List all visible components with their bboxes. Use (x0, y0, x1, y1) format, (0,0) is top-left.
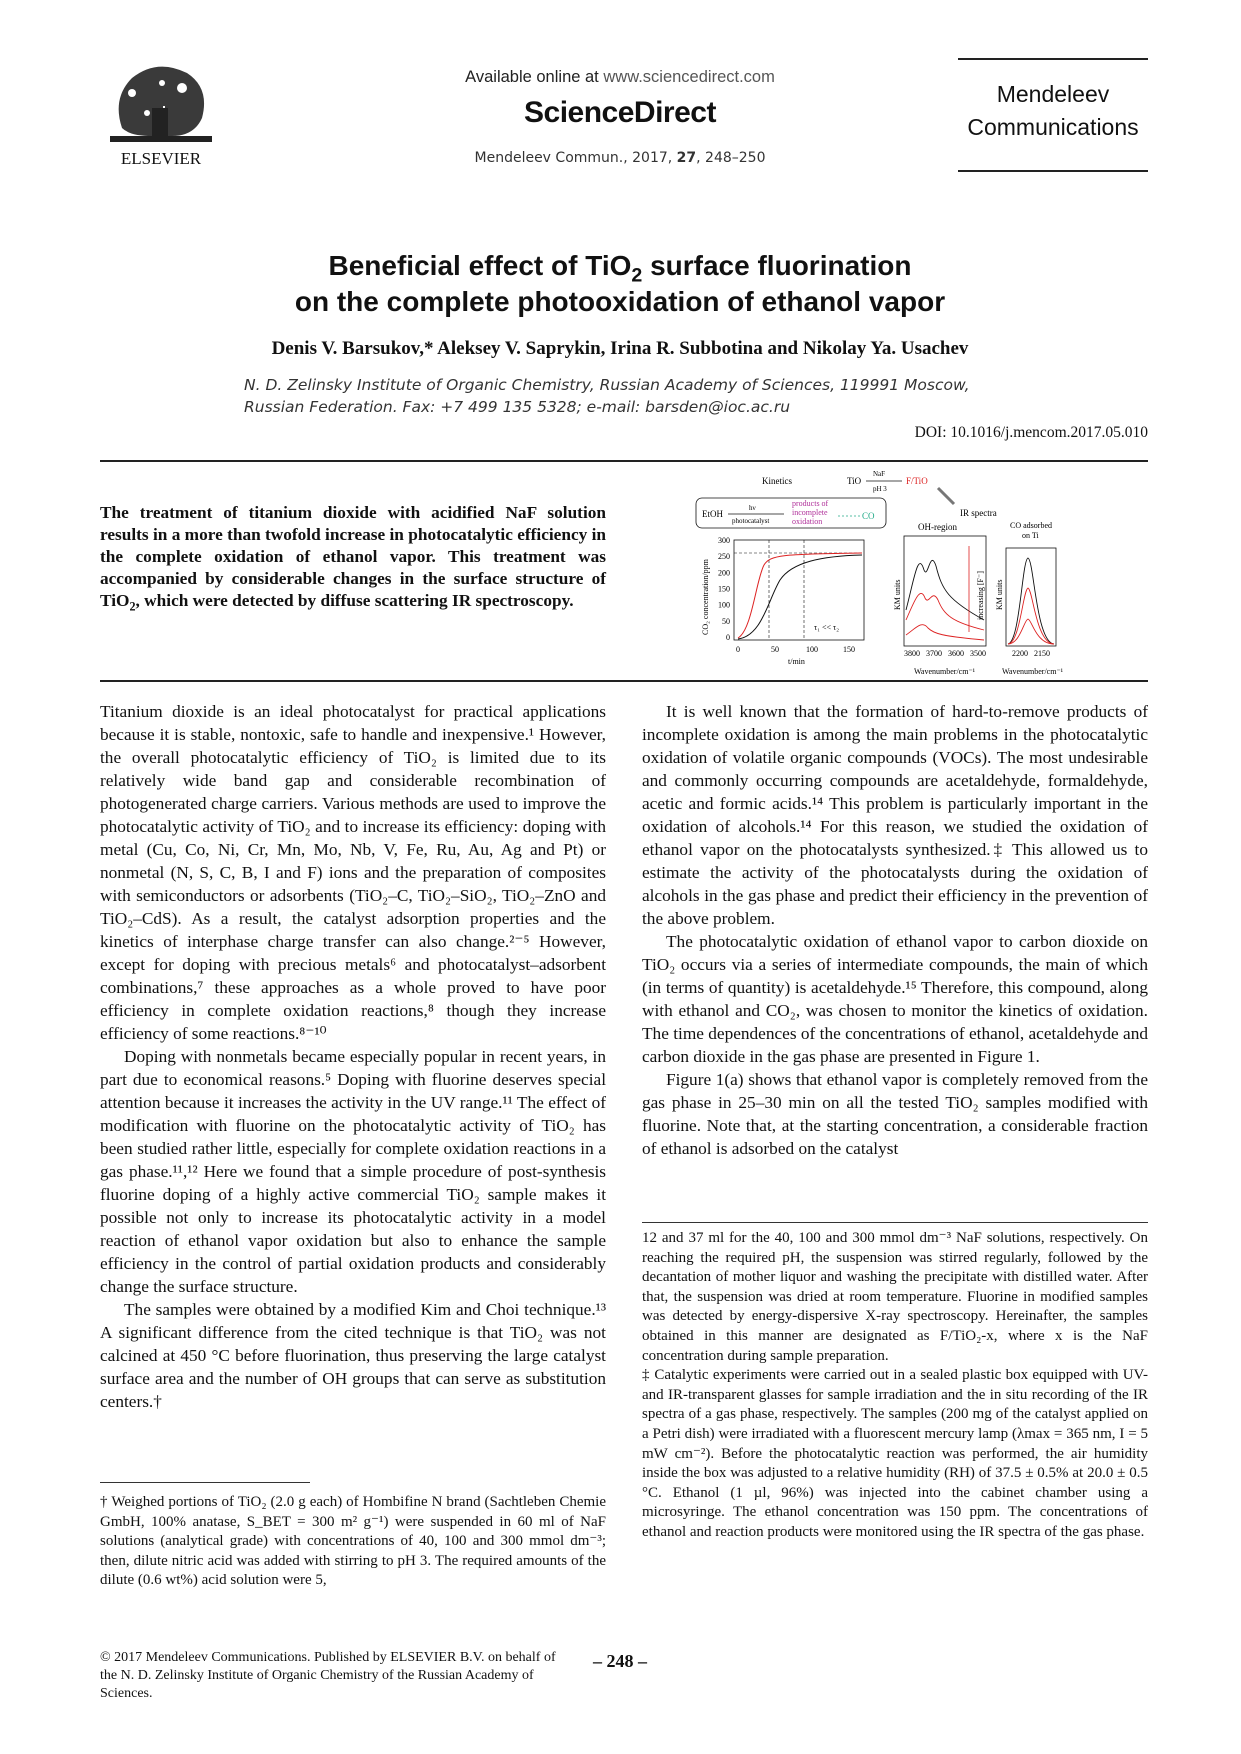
kinetics-yticks (718, 536, 730, 642)
hv-label: hν (749, 504, 756, 512)
wavenumber-label-right: Wavenumber/cm⁻¹ (1002, 667, 1064, 676)
yt-tick-label: 50 (722, 616, 730, 626)
xr-tick-label: 2200 (1012, 649, 1028, 658)
paragraph-figure1: Figure 1(a) shows that ethanol vapor is completely removed from the gas phase in 25–30 min on all the tested TiO₂ samples modified with fluorine. Note that, at the starting concentration, a considerable fraction of ethanol is adsorbed on the catalyst (642, 1070, 1148, 1158)
footnotes-right (642, 1229, 1148, 1543)
ir-oh-xticks (904, 649, 986, 658)
xt-tick-label: 150 (843, 645, 855, 654)
products-line2: incomplete (792, 508, 828, 517)
yt-tick-label: 200 (718, 568, 730, 578)
scheme-box (696, 498, 886, 528)
top-rule (100, 460, 1148, 462)
title-line2: on the complete photooxidation of ethanol vapor (294, 286, 946, 317)
abstract (100, 502, 606, 612)
oh-region-label: OH-region (918, 522, 957, 532)
journal-line2: Communications (967, 114, 1139, 140)
xt-tick-label: 50 (771, 645, 779, 654)
xr-tick-label: 2150 (1034, 649, 1050, 658)
affiliation-line2: Russian Federation. Fax: +7 499 135 5328; e-mail: barsden@ioc.ac.ru (244, 398, 791, 416)
products-line3: oxidation (792, 517, 823, 526)
body-left-column (100, 700, 606, 1413)
paragraph-mechanism: The photocatalytic oxidation of ethanol vapor to carbon dioxide on TiO₂ occurs via a series of intermediate compounds, the main of which (in terms of quantity) is acetaldehyde.¹⁵ Therefore, this compound, along with ethanol and CO₂, was chosen to monitor the kinetics of oxidation. The time dependences of the concentrations of ethanol, acetaldehyde and carbon dioxide in the gas phase are presented in Figure 1. (642, 932, 1148, 1066)
kinetics-xlabel: t/min (788, 657, 805, 666)
paragraph-doping: Doping with nonmetals became especially popular in recent years, in part due to economical reasons.⁵ Doping with fluorine deserves special attention because it increases the activity in the UV range.¹¹ The effect of modification with fluorine on the photocatalytic activity of TiO₂ has been studied rather little, especially for complete oxidation reactions in a gas phase.¹¹,¹² Here we found that a simple procedure of post-synthesis fluorine doping of a highly active commercial TiO₂ sample makes it possible not only to increase its photocatalytic activity in a model reaction of ethanol vapor oxidation but also to enhance the sample efficiency in the control of partial oxidation products and considerably change the surface structure. (100, 1047, 606, 1296)
journal-line1: Mendeleev (996, 81, 1110, 107)
footnote-dagger-continued: 12 and 37 ml for the 40, 100 and 300 mmol dm⁻³ NaF solutions, respectively. On reaching the required pH, the suspension was stirred regularly, followed by the decantation of mother liquor and washing the precipitate with distilled water. After that, the suspension was dried at room temperature. Fluorine in modified samples was detected by energy-dispersive X-ray spectroscopy. Hereinafter, the samples obtained in this manner are designated as F/TiO₂-x, where x is the NaF concentration during sample preparation. (642, 1230, 1148, 1364)
affiliation-line1: N. D. Zelinsky Institute of Organic Chemistry, Russian Academy of Sciences, 119991 Moscow, (244, 376, 970, 394)
kinetics-curve-fluorinated (738, 553, 862, 638)
citation (440, 150, 800, 166)
footnote-rule-left (100, 1482, 310, 1483)
yt-tick-label: 300 (718, 536, 730, 545)
body-right-column (642, 700, 1148, 1160)
sciencedirect-logo: ScienceDirect (524, 96, 716, 129)
copyright: © 2017 Mendeleev Communications. Published by ELSEVIER B.V. on behalf of the N. D. Zelinsky Institute of Organic Chemistry of the Russian Academy of Sciences. (100, 1650, 556, 1701)
footnote-double-dagger: ‡ Catalytic experiments were carried out in a sealed plastic box equipped with UV- and IR-transparent glasses for sample irradiation and the in situ recording of the IR spectra of a gas phase, respectively. The samples (200 mg of the catalyst applied on a Petri dish) were irradiated with a fluorescent mercury lamp (λmax = 365 nm, I = 5 mW cm⁻²). Before the photocatalytic reaction was performed, the air humidity inside the box was adjusted to a relative humidity (RH) of 37.5 ± 0.5% at 20.0 ± 0.5 °C. Ethanol (1 µl, 96%) was injected into the cabinet chamber using a microsyringe. The ethanol concentration was 150 ppm. The concentrations of ethanol and reaction products were monitored using the IR spectra of the gas phase. (642, 1367, 1148, 1540)
tio2-label: TiO (847, 476, 862, 486)
footnote-rule-right (642, 1222, 1148, 1223)
title-subscript: 2 (631, 264, 643, 287)
authors: Denis V. Barsukov,* Aleksey V. Saprykin, Irina R. Subbotina and Nikolay Ya. Usachev (271, 338, 969, 359)
co-spectrum-2 (1008, 588, 1054, 644)
on-ti-label: on Ti (1022, 531, 1039, 540)
xt-tick-label: 0 (736, 645, 740, 654)
xm-tick-label: 3800 (904, 649, 920, 658)
affiliation (244, 374, 1144, 418)
photocatalyst-label: photocatalyst (732, 517, 770, 525)
graphical-abstract (692, 470, 1104, 676)
increasing-f-label: increasing [F⁻] (976, 571, 985, 620)
xt-tick-label: 100 (806, 645, 818, 654)
citation-volume: 27 (676, 150, 697, 166)
tau-label: τ₁ << τ₂ (814, 623, 840, 632)
ir-oh-axes (904, 536, 986, 646)
co-adsorbed-label: CO adsorbed (1010, 521, 1052, 530)
available-prefix: Available online at (465, 68, 604, 86)
ftio2-label: F/TiO (906, 476, 928, 486)
title-part2: surface fluorination (642, 250, 912, 281)
sciencedirect-url[interactable]: www.sciencedirect.com (603, 68, 775, 86)
yt-tick-label: 100 (718, 600, 730, 610)
naf-label: NaF (873, 470, 886, 478)
products-line1: products of (792, 499, 829, 508)
kinetics-xticks (736, 645, 855, 654)
etoh-label: EtOH (702, 509, 723, 519)
available-online (440, 68, 800, 87)
yt-tick-label: 250 (718, 552, 730, 562)
doi[interactable]: DOI: 10.1016/j.mencom.2017.05.010 (914, 424, 1148, 441)
ir-arrow (938, 488, 954, 504)
abstract-bottom-rule (100, 680, 1148, 682)
elsevier-logo (102, 58, 220, 170)
paragraph-intro: Titanium dioxide is an ideal photocatalyst for practical applications because it is stable, nontoxic, safe to handle and inexpensive.¹ However, the overall photocatalytic efficiency of TiO₂ is limited due to its relatively wide band gap and considerable recombination of photogenerated charge carriers. Various methods are used to improve the photocatalytic activity of TiO₂ and to increase its efficiency: doping with metal (Cu, Co, Ni, Cr, Mn, Mo, Nb, V, Fe, Ru, Au, Ag and Pt) or nonmetal (N, S, C, B, I and F) ions and the preparation of composites with semiconductors or adsorbents (TiO₂–C, TiO₂–SiO₂, TiO₂–ZnO and TiO₂–CdS). As a result, the catalyst adsorption properties and the kinetics of interphase charge transfer can also change.²⁻⁵ However, except for doping with precious metals⁶ and photocatalyst–adsorbent combinations,⁷ these approaches as a whole proved to have poor efficiency in complete oxidation reactions,⁸ though they increase efficiency of some reactions.⁸⁻¹⁰ (100, 702, 606, 1043)
abstract-part2: , which were detected by diffuse scattering IR spectroscopy. (135, 591, 574, 610)
paragraph-samples: The samples were obtained by a modified Kim and Choi technique.¹³ A significant difference from the cited technique is that TiO₂ was not calcined at 450 °C before fluorination, thus preserving the large catalyst surface area and the number of OH groups that can serve as substitution centers.† (100, 1300, 606, 1411)
oh-spectrum-2 (906, 593, 984, 630)
km-units-right: KM units (995, 579, 1004, 610)
graphical-abstract-figure (692, 470, 1104, 676)
xm-tick-label: 3700 (926, 649, 942, 658)
xm-tick-label: 3500 (970, 649, 986, 658)
kinetics-label: Kinetics (762, 476, 792, 486)
ph-label: pH 3 (873, 485, 887, 493)
elsevier-tree-icon (102, 58, 220, 170)
ir-co-axes (1006, 548, 1056, 646)
wavenumber-label-mid: Wavenumber/cm⁻¹ (914, 667, 976, 676)
paragraph-problem: It is well known that the formation of hard-to-remove products of incomplete oxidation is among the main problems in the photocatalytic oxidation of volatile organic compounds (VOCs). The most undesirable and commonly occurring compounds are acetaldehyde, formaldehyde, acetic and formic acids.¹⁴ This problem is particularly important in the oxidation of alcohols.¹⁴ For this reason, we studied the oxidation of ethanol vapor on the photocatalysts synthesized.‡ This allowed us to estimate the activity of the photocatalysts during the oxidation of alcohols in the gas phase and predict their efficiency in the prevention of the above problem. (642, 702, 1148, 928)
xm-tick-label: 3600 (948, 649, 964, 658)
ir-co-xticks (1012, 649, 1050, 658)
article-title (150, 248, 1090, 320)
citation-pages: , 248–250 (696, 150, 766, 166)
kinetics-ylabel: CO₂ concentration/ppm (701, 559, 710, 635)
oh-spectrum-1 (906, 560, 984, 620)
abstract-part1: The treatment of titanium dioxide with acidified NaF solution results in a more than twofold increase in photocatalytic efficiency in the complete oxidation of ethanol vapor. This treatment was accompanied by considerable changes in the surface structure of TiO (100, 503, 606, 610)
co-spectrum-1 (1008, 558, 1054, 644)
km-units-mid: KM units (893, 579, 902, 610)
publisher-name: ELSEVIER (120, 149, 202, 168)
yt-tick-label: 0 (726, 633, 730, 642)
ir-spectra-label: IR spectra (960, 508, 997, 518)
abstract-subscript: 2 (129, 599, 136, 614)
kinetics-curve-pristine (738, 555, 862, 639)
yt-tick-label: 150 (718, 584, 730, 594)
co2-label: CO (862, 511, 875, 521)
title-part1: Beneficial effect of TiO (328, 250, 632, 281)
footnote-dagger: † Weighed portions of TiO₂ (2.0 g each) of Hombifine N brand (Sachtleben Chemie GmbH, 100% anatase, S_BET = 300 m² g⁻¹) were suspended in 60 ml of NaF solutions (analytical grade) with concentrations of 40, 100 and 300 mmol dm⁻³; then, dilute nitric acid was added with stirring to pH 3. The required amounts of the dilute (0.6 wt%) acid solution were 5, (100, 1494, 606, 1589)
page-number: – 248 – (593, 1651, 647, 1671)
citation-prefix: Mendeleev Commun., 2017, (474, 150, 677, 166)
journal-name (958, 58, 1148, 172)
